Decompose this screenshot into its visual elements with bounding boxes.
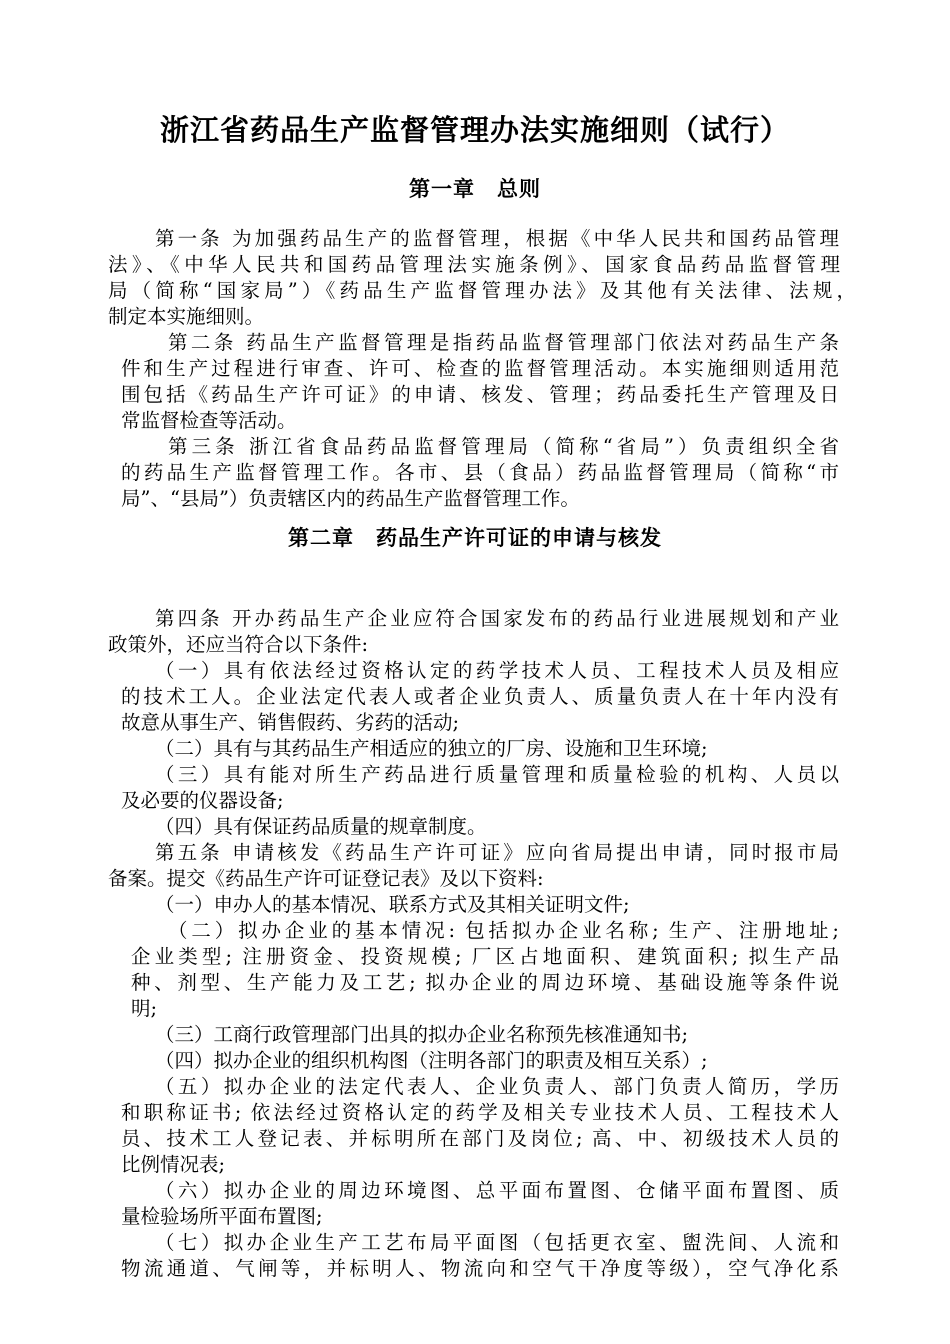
body-line: （六）拟办企业的周边环境图、总平面布置图、仓储平面布置图、质 bbox=[155, 1179, 839, 1202]
body-line: 制定本实施细则。 bbox=[108, 305, 265, 328]
body-line: （三）工商行政管理部门出具的拟办企业名称预先核准通知书; bbox=[155, 1023, 689, 1046]
body-line: （四）拟办企业的组织机构图（注明各部门的职责及相互关系）; bbox=[155, 1049, 708, 1072]
body-line: 备案。提交《药品生产许可证登记表》及以下资料: bbox=[108, 867, 544, 890]
body-line: 第二条 药品生产监督管理是指药品监督管理部门依法对药品生产条 bbox=[168, 331, 839, 354]
body-line: （四）具有保证药品质量的规章制度。 bbox=[155, 815, 487, 838]
body-line: （五）拟办企业的法定代表人、企业负责人、部门负责人简历，学历 bbox=[155, 1075, 839, 1098]
body-line: 员、技术工人登记表、并标明所在部门及岗位; 高、中、初级技术人员的 bbox=[121, 1127, 839, 1150]
body-line: 第一条 为加强药品生产的监督管理，根据《中华人民共和国药品管理 bbox=[155, 227, 839, 250]
body-line: 和职称证书; 依法经过资格认定的药学及相关专业技术人员、工程技术人 bbox=[121, 1101, 839, 1124]
body-line: 局（简称“国家局”）《药品生产监督管理办法》及其他有关法律、法规， bbox=[108, 279, 856, 302]
body-line: 及必要的仪器设备; bbox=[121, 789, 284, 812]
document-title: 浙江省药品生产监督管理办法实施细则（试行） bbox=[159, 113, 790, 147]
body-line: （一）具有依法经过资格认定的药学技术人员、工程技术人员及相应 bbox=[155, 659, 839, 682]
body-line: 的技术工人。企业法定代表人或者企业负责人、质量负责人在十年内没有 bbox=[121, 685, 839, 708]
body-line: 企业类型; 注册资金、投资规模; 厂区占地面积、建筑面积; 拟生产品 bbox=[131, 945, 839, 968]
body-line: 种、剂型、生产能力及工艺; 拟办企业的周边环境、基础设施等条件说 bbox=[131, 971, 839, 994]
body-line: 件和生产过程进行审查、许可、检查的监督管理活动。本实施细则适用范 bbox=[121, 357, 839, 380]
chapter-2-heading: 第二章 药品生产许可证的申请与核发 bbox=[288, 525, 662, 550]
body-line: 局”、“县局”）负责辖区内的药品生产监督管理工作。 bbox=[121, 487, 580, 510]
body-line: 的药品生产监督管理工作。各市、县（食品）药品监督管理局（简称“市 bbox=[121, 461, 839, 484]
body-line: 量检验场所平面布置图; bbox=[121, 1205, 323, 1228]
body-line: 第五条 申请核发《药品生产许可证》应向省局提出申请，同时报市局 bbox=[155, 841, 839, 864]
body-line: 围包括《药品生产许可证》的申请、核发、管理；药品委托生产管理及日 bbox=[121, 383, 839, 406]
body-line: 故意从事生产、销售假药、劣药的活动; bbox=[121, 711, 460, 734]
body-line: （二）具有与其药品生产相适应的独立的厂房、设施和卫生环境; bbox=[155, 737, 708, 760]
body-line: 第三条 浙江省食品药品监督管理局（简称“省局”）负责组织全省 bbox=[168, 435, 839, 458]
body-line: （二）拟办企业的基本情况: 包括拟办企业名称; 生产、注册地址; bbox=[168, 919, 839, 942]
body-line: 第四条 开办药品生产企业应符合国家发布的药品行业进展规划和产业 bbox=[155, 607, 839, 630]
body-line: 明; bbox=[131, 997, 158, 1020]
chapter-1-heading: 第一章 总则 bbox=[409, 176, 541, 201]
body-line: 常监督检查等活动。 bbox=[121, 409, 297, 432]
body-line: （三）具有能对所生产药品进行质量管理和质量检验的机构、人员以 bbox=[155, 763, 839, 786]
body-line: （七）拟办企业生产工艺布局平面图（包括更衣室、盥洗间、人流和 bbox=[155, 1231, 839, 1254]
body-line: （一）申办人的基本情况、联系方式及其相关证明文件; bbox=[155, 893, 630, 916]
body-line: 政策外，还应当符合以下条件: bbox=[108, 633, 369, 656]
body-line: 物流通道、气闸等，并标明人、物流向和空气干净度等级），空气净化系 bbox=[121, 1257, 839, 1280]
body-line: 比例情况表; bbox=[121, 1153, 226, 1176]
body-line: 法》、《中华人民共和国药品管理法实施条例》、国家食品药品监督管理 bbox=[108, 253, 840, 276]
